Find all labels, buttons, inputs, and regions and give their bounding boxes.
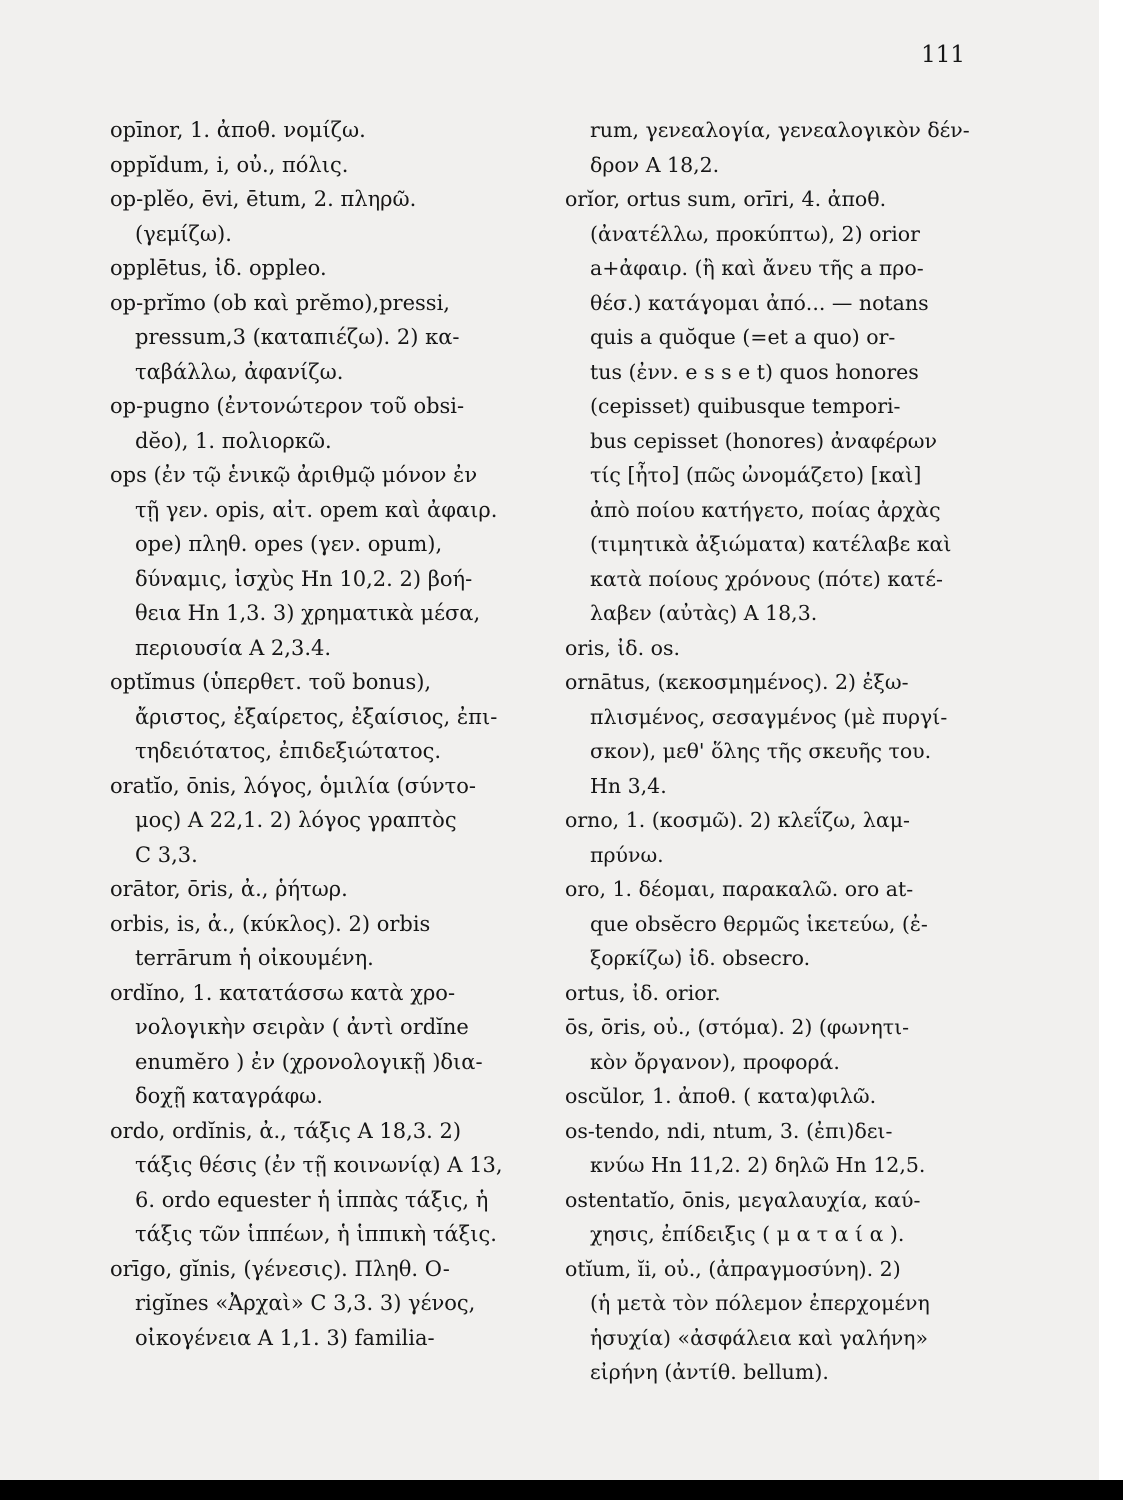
text-line: oppĭdum, i, οὐ., πόλις.: [110, 152, 349, 177]
scan-edge-bottom: [0, 1480, 1123, 1500]
text-line: ἀπὸ ποίου κατήγετο, ποίας ἀρχὰς: [590, 497, 941, 522]
text-line: orĭor, ortus sum, orīri, 4. ἀποθ.: [565, 187, 887, 211]
text-line: τίς [ἦτο] (πῶς ὠνομάζετο) [καὶ]: [590, 463, 922, 487]
left-column: [110, 113, 555, 1355]
text-line: dĕo), 1. πολιορκῶ.: [135, 428, 332, 453]
text-line: opplētus, ἰδ. oppleo.: [110, 256, 327, 280]
text-line: bus cepisset (honores) ἀναφέρων: [590, 428, 937, 453]
text-line: C 3,3.: [135, 842, 198, 867]
text-line: (ἡ μετὰ τὸν πόλεμον ἐπερχομένη: [590, 1291, 930, 1315]
text-line: optĭmus (ὑπερθετ. τοῦ bonus),: [110, 670, 432, 694]
text-line: enumĕro ) ἐν (χρονολογικῇ )δια-: [135, 1049, 483, 1074]
text-line: νολογικὴν σειρὰν ( ἀντὶ ordĭne: [135, 1015, 469, 1039]
text-line: ξορκίζω) ἰδ. obsecro.: [590, 946, 811, 970]
text-line: τῇ γεν. opis, αἰτ. opem καὶ ἀφαιρ.: [135, 497, 498, 522]
text-line: θέσ.) κατάγομαι ἀπό... — notans: [590, 290, 929, 315]
page-number: 111: [921, 42, 965, 68]
text-line: (cepisset) quibusque tempori-: [590, 394, 901, 418]
text-line: oratĭo, ōnis, λόγος, ὁμιλία (σύντο-: [110, 773, 476, 798]
text-line: (τιμητικὰ ἀξιώματα) κατέλαβε καὶ: [590, 532, 952, 556]
text-line: πρύνω.: [590, 842, 664, 867]
text-line: ortus, ἰδ. orior.: [565, 980, 721, 1005]
text-line: op-prĭmo (ob καὶ prĕmo),pressi,: [110, 290, 450, 315]
text-line: ornātus, (κεκοσμημένος). 2) ἐξω-: [565, 670, 909, 694]
text-line: orbis, is, ἀ., (κύκλος). 2) orbis: [110, 911, 431, 936]
text-line: op-plĕo, ēvi, ētum, 2. πληρῶ.: [110, 187, 417, 211]
text-line: quis a quŏque (=et a quo) or-: [590, 325, 896, 349]
text-line: σκον), μεθ' ὅλης τῆς σκευῆς του.: [590, 739, 932, 763]
text-line: ταβάλλω, ἀφανίζω.: [135, 359, 344, 384]
text-line: Hn 3,4.: [590, 773, 667, 798]
text-line: δοχῇ καταγράφω.: [135, 1084, 323, 1108]
text-line: τάξις τῶν ἱππέων, ἡ ἱππικὴ τάξις.: [135, 1222, 497, 1246]
text-line: oris, ἰδ. os.: [565, 635, 681, 660]
scan-edge-right: [1099, 0, 1123, 1500]
text-line: os-tendo, ndi, ntum, 3. (ἐπι)δει-: [565, 1118, 893, 1143]
text-line: κνύω Hn 11,2. 2) δηλῶ Hn 12,5.: [590, 1153, 926, 1177]
text-line: ordo, ordĭnis, ἀ., τάξις A 18,3. 2): [110, 1118, 462, 1143]
text-line: ope) πληθ. opes (γεν. opum),: [135, 532, 443, 556]
text-line: orātor, ōris, ἀ., ῥήτωρ.: [110, 877, 348, 901]
text-line: ōs, ōris, οὐ., (στόμα). 2) (φωνητι-: [565, 1015, 910, 1039]
text-line: λαβεν (αὐτὰς) A 18,3.: [590, 601, 818, 625]
text-line: τάξις θέσις (ἐν τῇ κοινωνίᾳ) A 13,: [135, 1153, 503, 1177]
text-line: θεια Hn 1,3. 3) χρηματικὰ μέσα,: [135, 601, 481, 625]
text-line: πλισμένος, σεσαγμένος (μὲ πυργί-: [590, 704, 948, 729]
text-line: tus (ἐνν. e s s e t) quos honores: [590, 359, 919, 384]
text-line: ordĭno, 1. κατατάσσω κατὰ χρο-: [110, 980, 456, 1005]
text-line: otĭum, ĭi, οὐ., (ἀπραγμοσύνη). 2): [565, 1256, 901, 1281]
text-line: 6. ordo equester ἡ ἱππὰς τάξις, ἡ: [135, 1187, 489, 1212]
text-line: a+ἀφαιρ. (ἢ καὶ ἄνευ τῆς a προ-: [590, 256, 924, 280]
text-line: δρον A 18,2.: [590, 152, 720, 177]
text-line: τηδειότατος, ἐπιδεξιώτατος.: [135, 739, 442, 763]
text-line: que obsĕcro θερμῶς ἱκετεύω, (ἐ-: [590, 911, 928, 936]
text-line: οἰκογένεια A 1,1. 3) familia-: [135, 1325, 435, 1350]
text-line: ἡσυχία) «ἀσφάλεια καὶ γαλήνη»: [590, 1325, 929, 1350]
text-line: rum, γενεαλογία, γενεαλογικὸν δέν-: [590, 118, 970, 142]
text-line: ἄριστος, ἐξαίρετος, ἐξαίσιος, ἐπι-: [135, 704, 498, 729]
text-line: (γεμίζω).: [135, 221, 232, 246]
text-line: pressum,3 (καταπιέζω). 2) κα-: [135, 325, 460, 349]
text-line: μος) A 22,1. 2) λόγος γραπτὸς: [135, 808, 457, 832]
text-line: κατὰ ποίους χρόνους (πότε) κατέ-: [590, 566, 943, 591]
text-line: (ἀνατέλλω, προκύπτω), 2) orior: [590, 221, 920, 246]
text-line: χησις, ἐπίδειξις ( μ α τ α ί α ).: [590, 1222, 905, 1246]
text-line: terrārum ἡ οἰκουμένη.: [135, 946, 374, 970]
text-line: περιουσία A 2,3.4.: [135, 635, 332, 660]
text-line: δύναμις, ἰσχὺς Hn 10,2. 2) βοή-: [135, 566, 473, 591]
text-line: orīgo, gĭnis, (γένεσις). Πληθ. O-: [110, 1256, 450, 1281]
text-line: ostentatĭo, ōnis, μεγαλαυχία, καύ-: [565, 1187, 921, 1212]
text-line: opīnor, 1. ἀποθ. νομίζω.: [110, 118, 366, 142]
text-line: rigĭnes «Ἀρχαὶ» C 3,3. 3) γένος,: [135, 1291, 476, 1315]
right-column: [565, 113, 985, 1390]
text-line: oro, 1. δέομαι, παρακαλῶ. oro at-: [565, 877, 914, 901]
text-line: orno, 1. (κοσμῶ). 2) κλεΐζω, λαμ-: [565, 808, 910, 832]
text-line: ops (ἐν τῷ ἑνικῷ ἀριθμῷ μόνον ἐν: [110, 463, 478, 487]
text-line: εἰρήνη (ἀντίθ. bellum).: [590, 1360, 829, 1384]
text-line: κὸν ὄργανον), προφορά.: [590, 1049, 840, 1074]
text-line: op-pugno (ἐντονώτερον τοῦ obsi-: [110, 394, 465, 418]
text-line: oscŭlor, 1. ἀποθ. ( κατα)φιλῶ.: [565, 1084, 877, 1108]
